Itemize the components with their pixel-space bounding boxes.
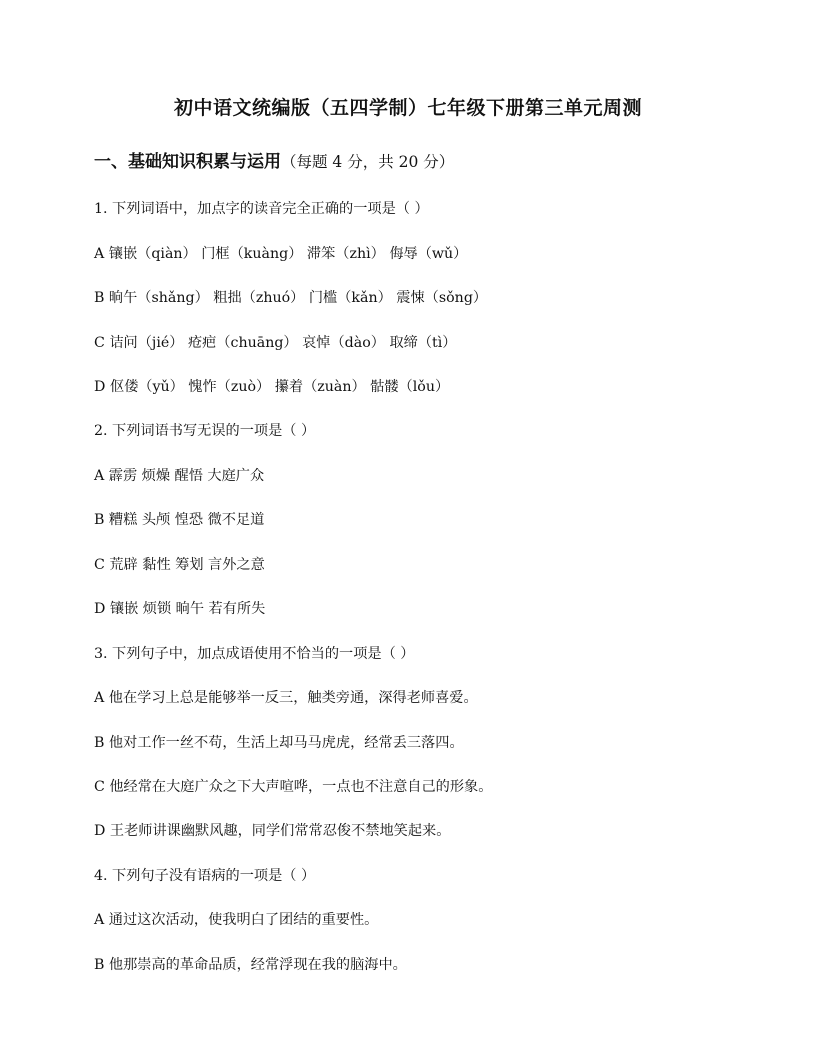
q3-option-b: B 他对工作一丝不苟，生活上却马马虎虎，经常丢三落四。 [94,735,464,751]
q2-option-c: C 荒辟 黏性 筹划 言外之意 [94,557,265,573]
question-1: 1. 下列词语中，加点字的读音完全正确的一项是（ ） [94,201,429,217]
q1-option-c: C 诘问（jié） 疮疤（chuāng） 哀悼（dào） 取缔（tì） [94,335,457,351]
question-2: 2. 下列词语书写无误的一项是（ ） [94,423,316,439]
section-score-note: （每题 4 分，共 20 分） [281,153,455,171]
question-3: 3. 下列句子中，加点成语使用不恰当的一项是（ ） [94,646,415,662]
q1-option-a: A 镶嵌（qiàn） 门框（kuàng） 滞笨（zhì） 侮辱（wǔ） [94,246,468,262]
section-heading-text: 一、基础知识积累与运用 [94,152,281,172]
q3-option-d: D 王老师讲课幽默风趣，同学们常常忍俊不禁地笑起来。 [94,823,451,839]
q3-option-a: A 他在学习上总是能够举一反三，触类旁通，深得老师喜爱。 [94,690,478,706]
q4-option-a: A 通过这次活动，使我明白了团结的重要性。 [94,912,379,928]
question-4: 4. 下列句子没有语病的一项是（ ） [94,868,316,884]
q2-option-d: D 镶嵌 烦锁 晌午 若有所失 [94,601,266,617]
q1-option-d: D 伛偻（yǔ） 愧怍（zuò） 攥着（zuàn） 骷髅（lǒu） [94,379,450,395]
document-title: 初中语文统编版（五四学制）七年级下册第三单元周测 [173,97,642,119]
section-heading [94,150,454,174]
q2-option-b: B 糟糕 头颅 惶恐 微不足道 [94,512,265,528]
q2-option-a: A 霹雳 烦燥 醒悟 大庭广众 [94,468,265,484]
q4-option-b: B 他那崇高的革命品质，经常浮现在我的脑海中。 [94,957,407,973]
q3-option-c: C 他经常在大庭广众之下大声喧哗，一点也不注意自己的形象。 [94,779,493,795]
q1-option-b: B 晌午（shǎng） 粗拙（zhuó） 门槛（kǎn） 震悚（sǒng） [94,290,488,306]
